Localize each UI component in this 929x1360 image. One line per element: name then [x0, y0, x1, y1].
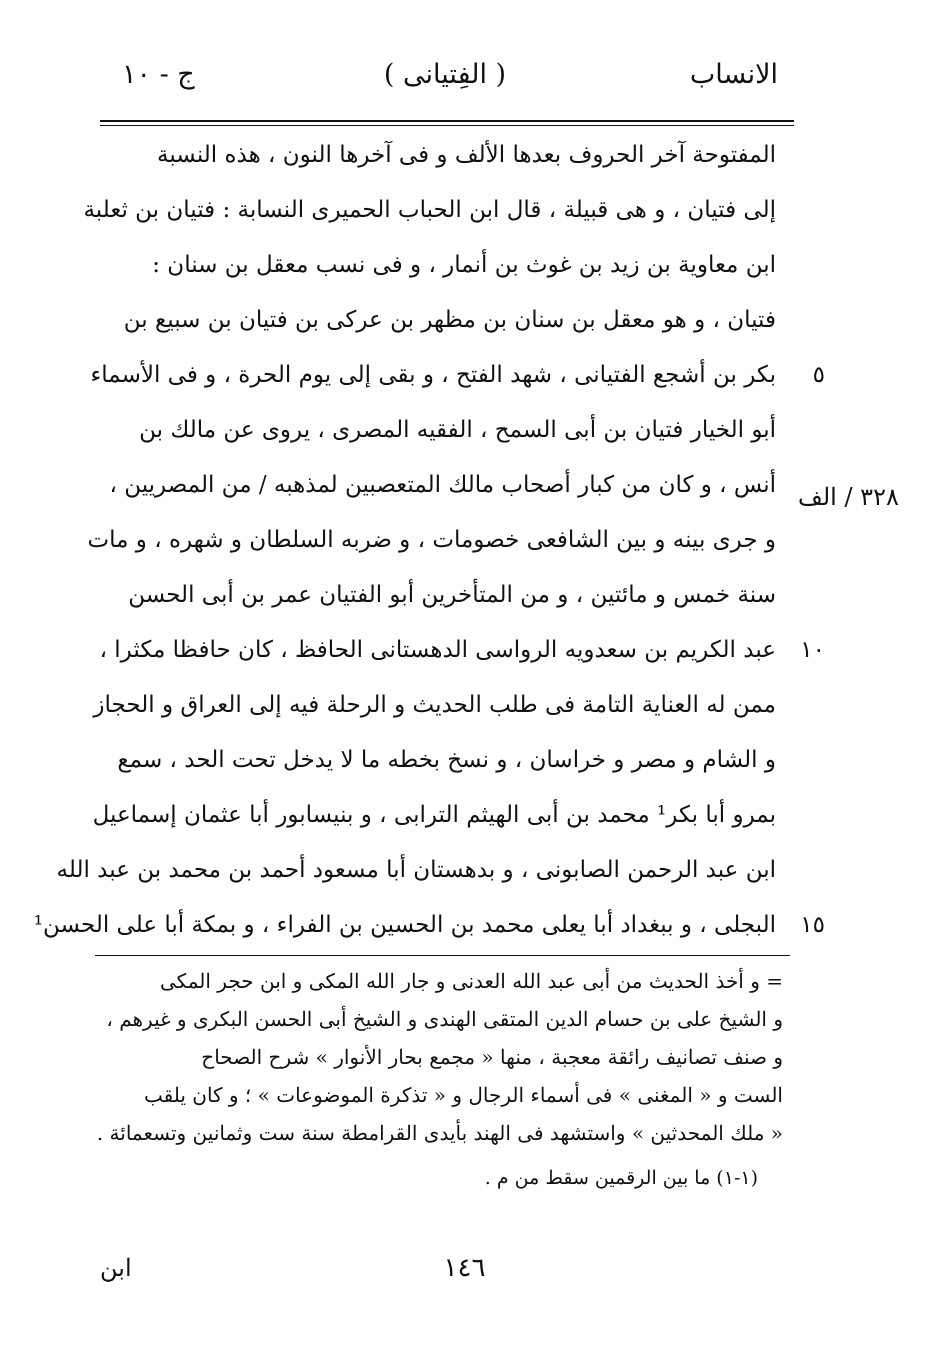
text-line: ابن معاوية بن زيد بن غوث بن أنمار ، و فى نسب معقل بن سنان :: [152, 252, 776, 278]
variant-reading-note: (١-١) ما بين الرقمين سقط من م .: [484, 1167, 758, 1189]
text-line: إلى فتيان ، و هى قبيلة ، قال ابن الحباب الحميرى النسابة : فتيان بن ثعلبة: [83, 197, 776, 223]
footnote-line: « ملك المحدثين » واستشهد فى الهند بأيدى القرامطة سنة ست وثمانين وتسعمائة .: [96, 1121, 783, 1145]
running-head: [100, 55, 790, 95]
line-number-15: ١٥: [800, 912, 825, 938]
manuscript-folio-note: ٣٢٨ / الف: [798, 483, 899, 511]
text-line: بكر بن أشجع الفتيانى ، شهد الفتح ، و بقى إلى يوم الحرة ، و فى الأسماء: [90, 362, 776, 388]
page-number: ١٤٦: [443, 1253, 486, 1283]
text-line: ابن عبد الرحمن الصابونى ، و بدهستان أبا مسعود أحمد بن محمد بن عبد الله: [56, 857, 776, 883]
footnotes-block: [95, 962, 783, 1196]
line-number-10: ١٠: [800, 637, 825, 663]
text-line: البجلى ، و ببغداد أبا يعلى محمد بن الحسين بن الفراء ، و بمكة أبا على الحسن¹: [33, 912, 776, 938]
text-line: ممن له العناية التامة فى طلب الحديث و الرحلة فيه إلى العراق و الحجاز: [93, 692, 776, 718]
text-line: فتيان ، و هو معقل بن سنان بن مظهر بن عركى بن فتيان بن سبيع بن: [123, 307, 776, 333]
header-rule-thin: [100, 125, 794, 126]
text-line: أنس ، و كان من كبار أصحاب مالك المتعصبين لمذهبه / من المصريين ،: [109, 472, 776, 498]
header-volume: ج - ١٠: [122, 59, 195, 90]
text-line: عبد الكريم بن سعدويه الرواسى الدهستانى الحافظ ، كان حافظا مكثرا ،: [99, 637, 776, 663]
line-number-5: ٥: [812, 362, 825, 388]
footnote-line: = و أخذ الحديث من أبى عبد الله العدنى و جار الله المكى و ابن حجر المكى: [160, 969, 783, 993]
footnote-line: الست و « المغنى » فى أسماء الرجال و « تذكرة الموضوعات » ؛ و كان يلقب: [143, 1083, 783, 1107]
text-line: المفتوحة آخر الحروف بعدها الألف و فى آخرها النون ، هذه النسبة: [157, 142, 776, 168]
catchword: ابن: [100, 1254, 132, 1282]
text-line: و جرى بينه و بين الشافعى خصومات ، و ضربه السلطان و شهره ، و مات: [87, 527, 776, 553]
text-line: أبو الخيار فتيان بن أبى السمح ، الفقيه المصرى ، يروى عن مالك بن: [139, 417, 776, 443]
text-line: سنة خمس و مائتين ، و من المتأخرين أبو الفتيان عمر بن أبى الحسن: [128, 582, 776, 608]
header-entry-title: ( الفِتيانى ): [383, 59, 507, 90]
footnote-separator: [95, 955, 790, 956]
text-line: بمرو أبا بكر¹ محمد بن أبى الهيثم الترابى ، و بنيسابور أبا عثمان إسماعيل: [92, 802, 776, 828]
main-text-block: [33, 128, 776, 953]
header-rule-thick: [100, 120, 794, 122]
header-book-title: الانساب: [689, 59, 778, 90]
footnote-line: و صنف تصانيف رائقة معجبة ، منها « مجمع بحار الأنوار » شرح الصحاح: [201, 1045, 783, 1069]
footnote-line: و الشيخ على بن حسام الدين المتقى الهندى و الشيخ أبى الحسن البكرى و غيرهم ،: [106, 1007, 783, 1031]
text-line: و الشام و مصر و خراسان ، و نسخ بخطه ما لا يدخل تحت الحد ، سمع: [117, 747, 776, 773]
